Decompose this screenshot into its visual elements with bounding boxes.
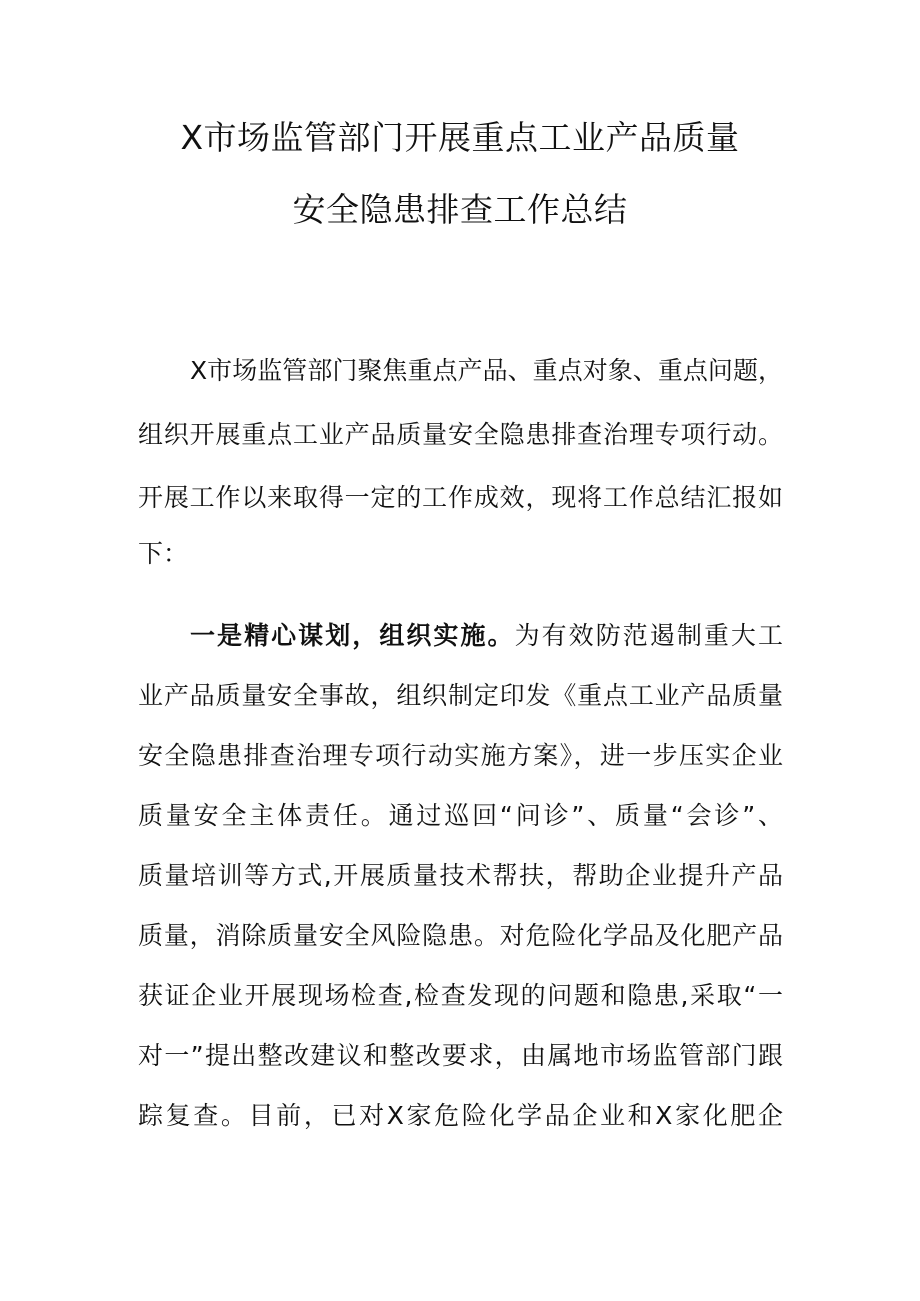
section1-line-4: 质量安全主体责任。通过巡回“问诊”、质量“会诊”、 — [138, 801, 783, 830]
section1-heading: 一是精心谋划，组织实施。 — [190, 621, 515, 650]
section1-line-9: 踪复查。目前，已对X家危险化学品企业和X家化肥企 — [138, 1101, 783, 1130]
document-title-line-2: 安全隐患排查工作总结 — [292, 190, 628, 229]
section1-first-line-text: 为有效防范遏制重大工 — [514, 621, 783, 650]
intro-line-1: X市场监管部门聚焦重点产品、重点对象、重点问题， — [190, 356, 783, 385]
intro-line-4: 下： — [138, 539, 189, 568]
document-title-line-1: X市场监管部门开展重点工业产品质量 — [180, 118, 740, 157]
intro-line-3: 开展工作以来取得一定的工作成效，现将工作总结汇报如 — [138, 483, 783, 512]
section1-line-2: 业产品质量安全事故，组织制定印发《重点工业产品质量 — [138, 681, 783, 710]
section1-line-5: 质量培训等方式,开展质量技术帮扶，帮助企业提升产品 — [138, 861, 783, 890]
section1-line-7: 获证企业开展现场检查,检查发现的问题和隐患,采取“一 — [138, 981, 783, 1010]
section1-line-6: 质量，消除质量安全风险隐患。对危险化学品及化肥产品 — [138, 921, 783, 950]
intro-line-2: 组织开展重点工业产品质量安全隐患排查治理专项行动。 — [138, 420, 783, 449]
section1-first-line — [190, 619, 783, 653]
section1-line-8: 对一”提出整改建议和整改要求，由属地市场监管部门跟 — [138, 1041, 783, 1070]
section1-line-3: 安全隐患排查治理专项行动实施方案》，进一步压实企业 — [138, 741, 783, 770]
